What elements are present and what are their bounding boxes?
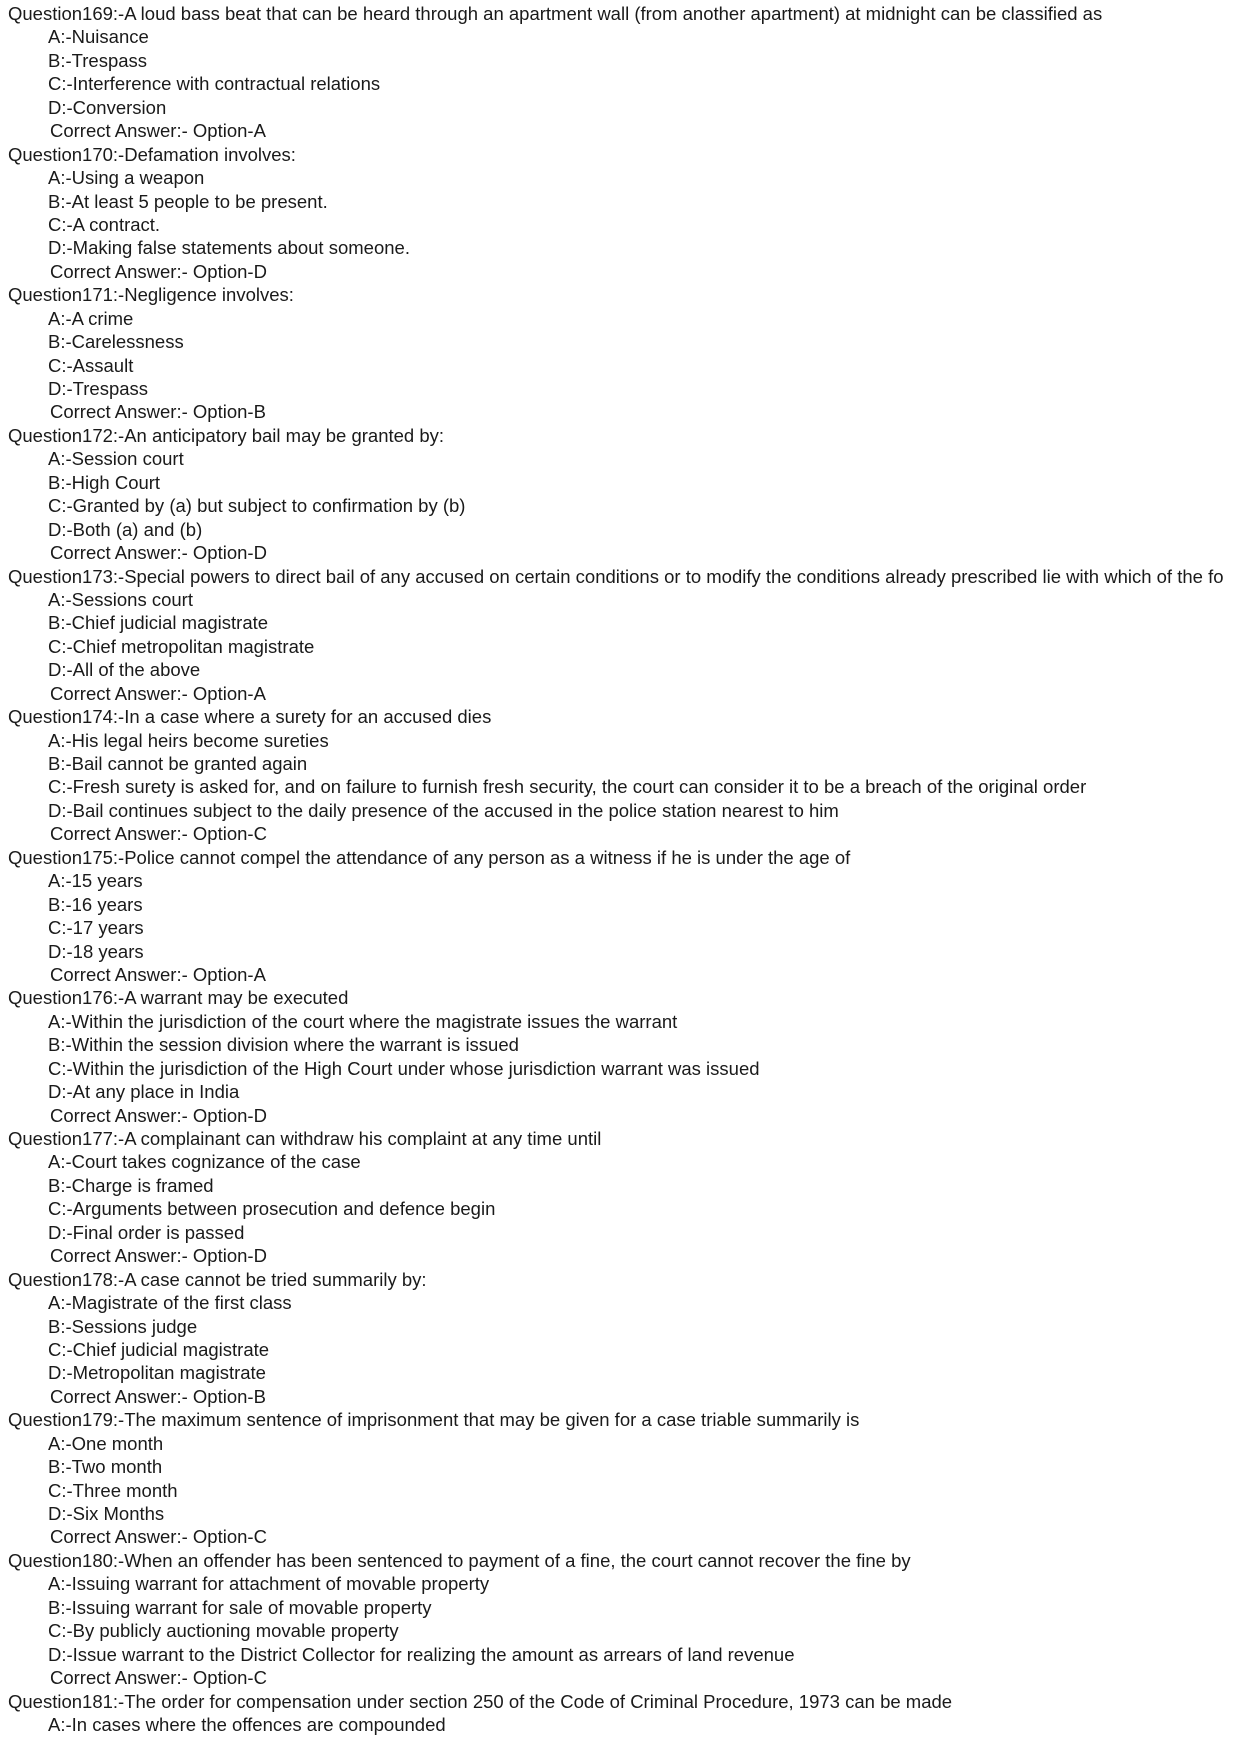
answer-option: B:-16 years	[48, 893, 143, 915]
answer-option: D:-Making false statements about someone.	[48, 237, 410, 259]
answer-option: D:-Final order is passed	[48, 1221, 245, 1243]
answer-option: C:-A contract.	[48, 213, 161, 235]
answer-option: D:-Issue warrant to the District Collector for realizing the amount as arrears of land revenue	[48, 1643, 795, 1665]
question-block	[8, 424, 1240, 565]
answer-option: A:-In cases where the offences are compounded	[48, 1713, 446, 1735]
answer-option: B:-Bail cannot be granted again	[48, 753, 308, 774]
correct-answer: Correct Answer:- Option-C	[50, 1667, 267, 1689]
correct-answer: Correct Answer:- Option-B	[50, 1385, 266, 1407]
correct-answer: Correct Answer:- Option-A	[50, 682, 266, 704]
answer-option: A:-A crime	[48, 307, 134, 329]
answer-option: D:-Six Months	[48, 1503, 165, 1524]
answer-option: D:-At any place in India	[48, 1081, 240, 1103]
answer-option: C:-By publicly auctioning movable property	[48, 1620, 399, 1642]
question-text: Question175:-Police cannot compel the attendance of any person as a witness if he is under the age of	[8, 846, 851, 868]
answer-option: A:-Session court	[48, 448, 184, 470]
question-block	[8, 1408, 1240, 1549]
answer-option: D:-Bail continues subject to the daily presence of the accused in the police station nearest to him	[48, 799, 839, 821]
answer-option: B:-At least 5 people to be present.	[48, 190, 328, 212]
answer-option: A:-Court takes cognizance of the case	[48, 1151, 361, 1173]
correct-answer: Correct Answer:- Option-B	[50, 401, 266, 423]
answer-option: A:-Sessions court	[48, 588, 193, 610]
answer-option: D:-Both (a) and (b)	[48, 518, 203, 540]
answer-option: A:-One month	[48, 1432, 164, 1454]
answer-option: A:-Within the jurisdiction of the court where the magistrate issues the warrant	[48, 1010, 678, 1032]
answer-option: C:-Arguments between prosecution and defence begin	[48, 1198, 496, 1220]
answer-option: D:-All of the above	[48, 659, 201, 681]
correct-answer: Correct Answer:- Option-A	[50, 963, 266, 985]
question-text: Question176:-A warrant may be executed	[8, 987, 349, 1009]
correct-answer: Correct Answer:- Option-D	[50, 542, 267, 564]
correct-answer: Correct Answer:- Option-C	[50, 1526, 267, 1548]
question-text: Question173:-Special powers to direct bail of any accused on certain conditions or to modify the conditions already prescribed lie with which of the fo	[8, 565, 1224, 587]
question-block	[8, 1690, 1240, 1737]
correct-answer: Correct Answer:- Option-D	[50, 1245, 267, 1267]
question-text: Question177:-A complainant can withdraw his complaint at any time until	[8, 1128, 602, 1149]
question-block	[8, 846, 1240, 987]
answer-option: B:-Trespass	[48, 49, 148, 71]
answer-option: B:-Chief judicial magistrate	[48, 612, 269, 634]
question-block	[8, 283, 1240, 424]
answer-option: D:-Trespass	[48, 378, 149, 399]
answer-option: B:-High Court	[48, 471, 161, 493]
question-document	[8, 2, 1240, 1736]
question-block	[8, 1268, 1240, 1409]
answer-option: A:-15 years	[48, 870, 143, 892]
answer-option: B:-Charge is framed	[48, 1174, 214, 1196]
question-text: Question180:-When an offender has been sentenced to payment of a fine, the court cannot recover the fine by	[8, 1549, 911, 1571]
answer-option: A:-Magistrate of the first class	[48, 1292, 292, 1314]
correct-answer: Correct Answer:- Option-A	[50, 120, 266, 142]
answer-option: C:-Within the jurisdiction of the High Court under whose jurisdiction warrant was issued	[48, 1057, 760, 1079]
answer-option: C:-Chief metropolitan magistrate	[48, 635, 315, 657]
question-text: Question179:-The maximum sentence of imprisonment that may be given for a case triable summarily is	[8, 1409, 860, 1431]
answer-option: D:-18 years	[48, 940, 144, 962]
answer-option: C:-Three month	[48, 1479, 178, 1501]
answer-option: C:-17 years	[48, 917, 144, 939]
answer-option: B:-Within the session division where the warrant is issued	[48, 1034, 519, 1056]
correct-answer: Correct Answer:- Option-D	[50, 260, 267, 282]
question-block	[8, 705, 1240, 846]
question-text: Question181:-The order for compensation under section 250 of the Code of Criminal Procedure, 1973 can be made	[8, 1690, 953, 1712]
question-text: Question169:-A loud bass beat that can be heard through an apartment wall (from another apartment) at midnight can be classified as	[8, 3, 1103, 24]
answer-option: D:-Metropolitan magistrate	[48, 1362, 266, 1384]
answer-option: C:-Interference with contractual relations	[48, 73, 381, 95]
answer-option: B:-Sessions judge	[48, 1315, 198, 1337]
question-block	[8, 2, 1240, 143]
correct-answer: Correct Answer:- Option-C	[50, 823, 267, 845]
answer-option: B:-Two month	[48, 1456, 163, 1478]
answer-option: C:-Granted by (a) but subject to confirmation by (b)	[48, 495, 466, 517]
answer-option: C:-Chief judicial magistrate	[48, 1338, 270, 1360]
answer-option: A:-Using a weapon	[48, 167, 205, 189]
answer-option: A:-His legal heirs become sureties	[48, 729, 329, 751]
answer-option: C:-Assault	[48, 354, 134, 376]
question-block	[8, 1549, 1240, 1690]
question-block	[8, 565, 1240, 706]
correct-answer: Correct Answer:- Option-D	[50, 1104, 267, 1126]
answer-option: C:-Fresh surety is asked for, and on failure to furnish fresh security, the court can consider it to be a breach of the original order	[48, 776, 1087, 798]
question-block	[8, 143, 1240, 284]
question-text: Question171:-Negligence involves:	[8, 284, 294, 306]
answer-option: B:-Carelessness	[48, 331, 184, 353]
question-block	[8, 1127, 1240, 1268]
question-text: Question172:-An anticipatory bail may be granted by:	[8, 424, 445, 446]
answer-option: A:-Nuisance	[48, 26, 149, 48]
question-text: Question174:-In a case where a surety for an accused dies	[8, 706, 492, 728]
answer-option: B:-Issuing warrant for sale of movable property	[48, 1596, 432, 1618]
answer-option: D:-Conversion	[48, 96, 167, 118]
question-block	[8, 986, 1240, 1127]
answer-option: A:-Issuing warrant for attachment of movable property	[48, 1573, 490, 1595]
question-text: Question178:-A case cannot be tried summarily by:	[8, 1268, 427, 1290]
question-text: Question170:-Defamation involves:	[8, 143, 296, 165]
